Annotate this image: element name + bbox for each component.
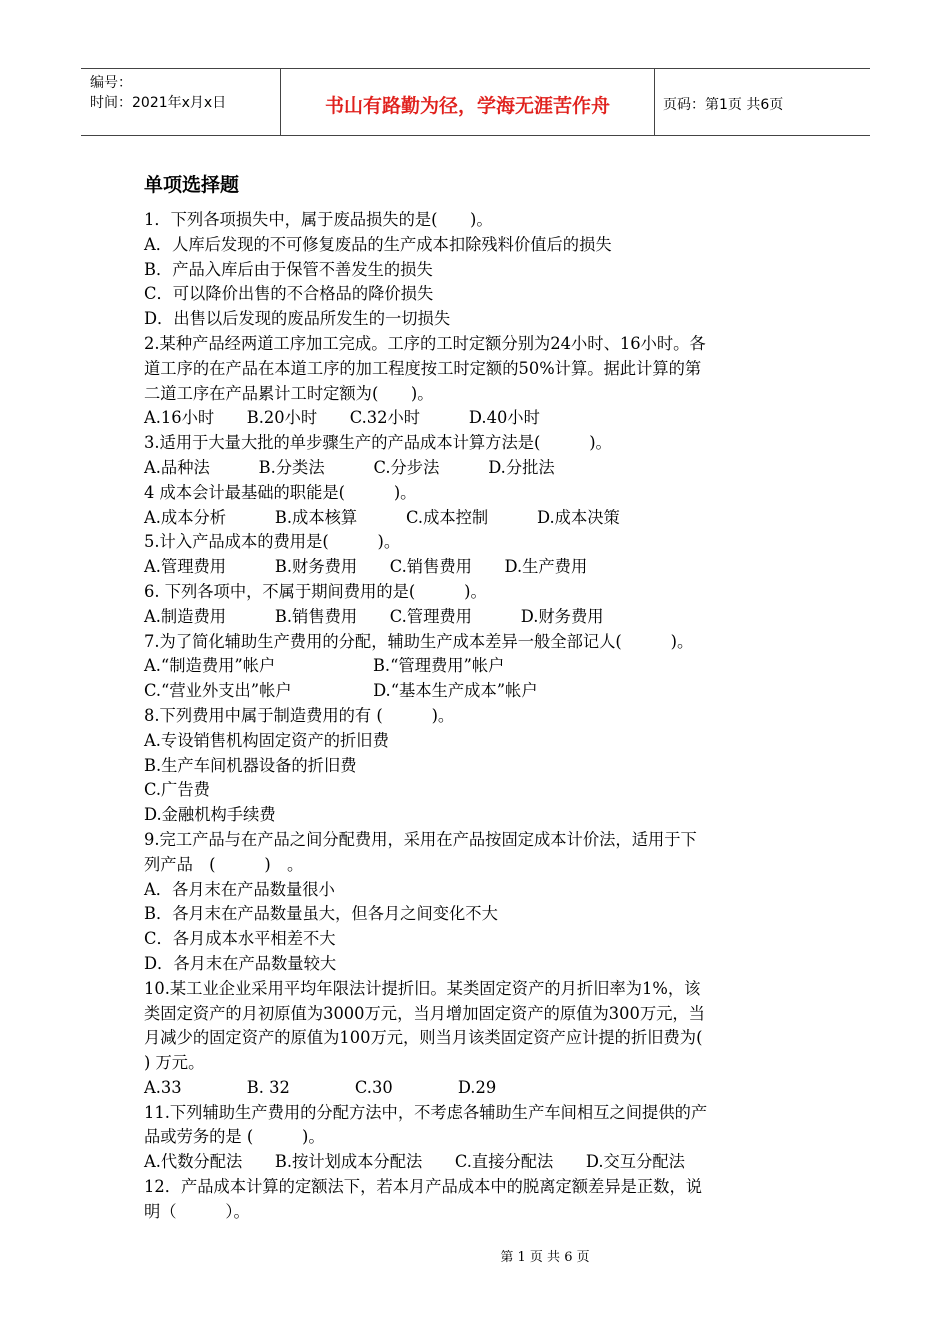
text-line: C.“营业外支出”帐户 D.“基本生产成本”帐户 (144, 681, 538, 701)
text-line: A.品种法 B.分类法 C.分步法 D.分批法 (144, 457, 555, 477)
text-line: 道工序的在产品在本道工序的加工程度按工时定额的50%计算。据此计算的第 (144, 358, 702, 378)
text-line: D．出售以后发现的废品所发生的一切损失 (144, 309, 451, 329)
text-line: 2.某种产品经两道工序加工完成。工序的工时定额分别为24小时、16小时。各 (144, 333, 706, 353)
header-meta (81, 69, 281, 135)
text-line: A．各月末在产品数量很小 (144, 879, 335, 899)
text-line: 9.完工产品与在产品之间分配费用，采用在产品按固定成本计价法，适用于下 (144, 829, 697, 849)
header-motto: 书山有路勤为径，学海无涯苦作舟 (281, 69, 655, 135)
date-label: 时间：2021年x月x日 (90, 95, 227, 111)
text-line: 1．下列各项损失中，属于废品损失的是( )。 (144, 210, 493, 229)
text-line: A.成本分析 B.成本核算 C.成本控制 D.成本决策 (144, 507, 620, 527)
text-line: A.33 B. 32 C.30 D.29 (144, 1077, 497, 1097)
text-line: B．各月末在产品数量虽大，但各月之间变化不大 (144, 904, 498, 924)
text-line: C．各月成本水平相差不大 (144, 929, 336, 949)
text-line: 月减少的固定资产的原值为100万元，则当月该类固定资产应计提的折旧费为( (144, 1028, 703, 1048)
text-line: 列产品 ( ) 。 (144, 854, 304, 874)
text-line: 10.某工业企业采用平均年限法计提折旧。某类固定资产的月折旧率为1%，该 (144, 978, 701, 998)
text-line: 4 成本会计最基础的职能是( )。 (144, 482, 417, 502)
text-line: A.16小时 B.20小时 C.32小时 D.40小时 (144, 408, 540, 428)
text-line: 5.计入产品成本的费用是( )。 (144, 532, 401, 552)
text-line: 品或劳务的是 ( )。 (144, 1127, 325, 1147)
text-line: 二道工序在产品累计工时定额为( )。 (144, 383, 434, 403)
text-line: D.金融机构手续费 (144, 805, 276, 825)
section-title: 单项选择题 (144, 174, 240, 196)
text-line: A.“制造费用”帐户 B.“管理费用”帐户 (144, 656, 505, 676)
text-line: 3.适用于大量大批的单步骤生产的产品成本计算方法是( )。 (144, 433, 612, 453)
text-line: C.广告费 (144, 780, 210, 800)
text-line: 8.下列费用中属于制造费用的有 ( )。 (144, 705, 455, 725)
text-line: C．可以降价出售的不合格品的降价损失 (144, 284, 434, 304)
text-line: A.专设销售机构固定资产的折旧费 (144, 730, 389, 750)
text-line: A．人库后发现的不可修复废品的生产成本扣除残料价值后的损失 (144, 234, 612, 254)
text-line: 12．产品成本计算的定额法下，若本月产品成本中的脱离定额差异是正数，说 (144, 1177, 703, 1197)
page-header (81, 68, 870, 136)
text-line: 7.为了简化辅助生产费用的分配，辅助生产成本差异一般全部记人( )。 (144, 631, 694, 651)
text-line: A.代数分配法 B.按计划成本分配法 C.直接分配法 D.交互分配法 (144, 1152, 685, 1172)
text-line: 类固定资产的月初原值为3000万元，当月增加固定资产的原值为300万元，当 (144, 1003, 705, 1023)
page-footer: 第 1 页 共 6 页 (500, 1250, 590, 1265)
header-page-label: 页码：第1页 共6页 (663, 96, 784, 113)
text-line: A.管理费用 B.财务费用 C.销售费用 D.生产费用 (144, 557, 588, 577)
text-line: ) 万元。 (144, 1053, 205, 1073)
question-body (144, 208, 814, 1225)
text-line: 11.下列辅助生产费用的分配方法中，不考虑各辅助生产车间相互之间提供的产 (144, 1102, 708, 1122)
text-line: B．产品入库后由于保管不善发生的损失 (144, 259, 433, 279)
text-line: B.生产车间机器设备的折旧费 (144, 755, 357, 775)
number-label: 编号： (90, 75, 132, 91)
text-line: 明（ ）。 (144, 1201, 250, 1221)
text-line: D．各月末在产品数量较大 (144, 953, 337, 973)
text-line: A.制造费用 B.销售费用 C.管理费用 D.财务费用 (144, 606, 604, 626)
text-line: 6. 下列各项中，不属于期间费用的是( )。 (144, 581, 487, 601)
